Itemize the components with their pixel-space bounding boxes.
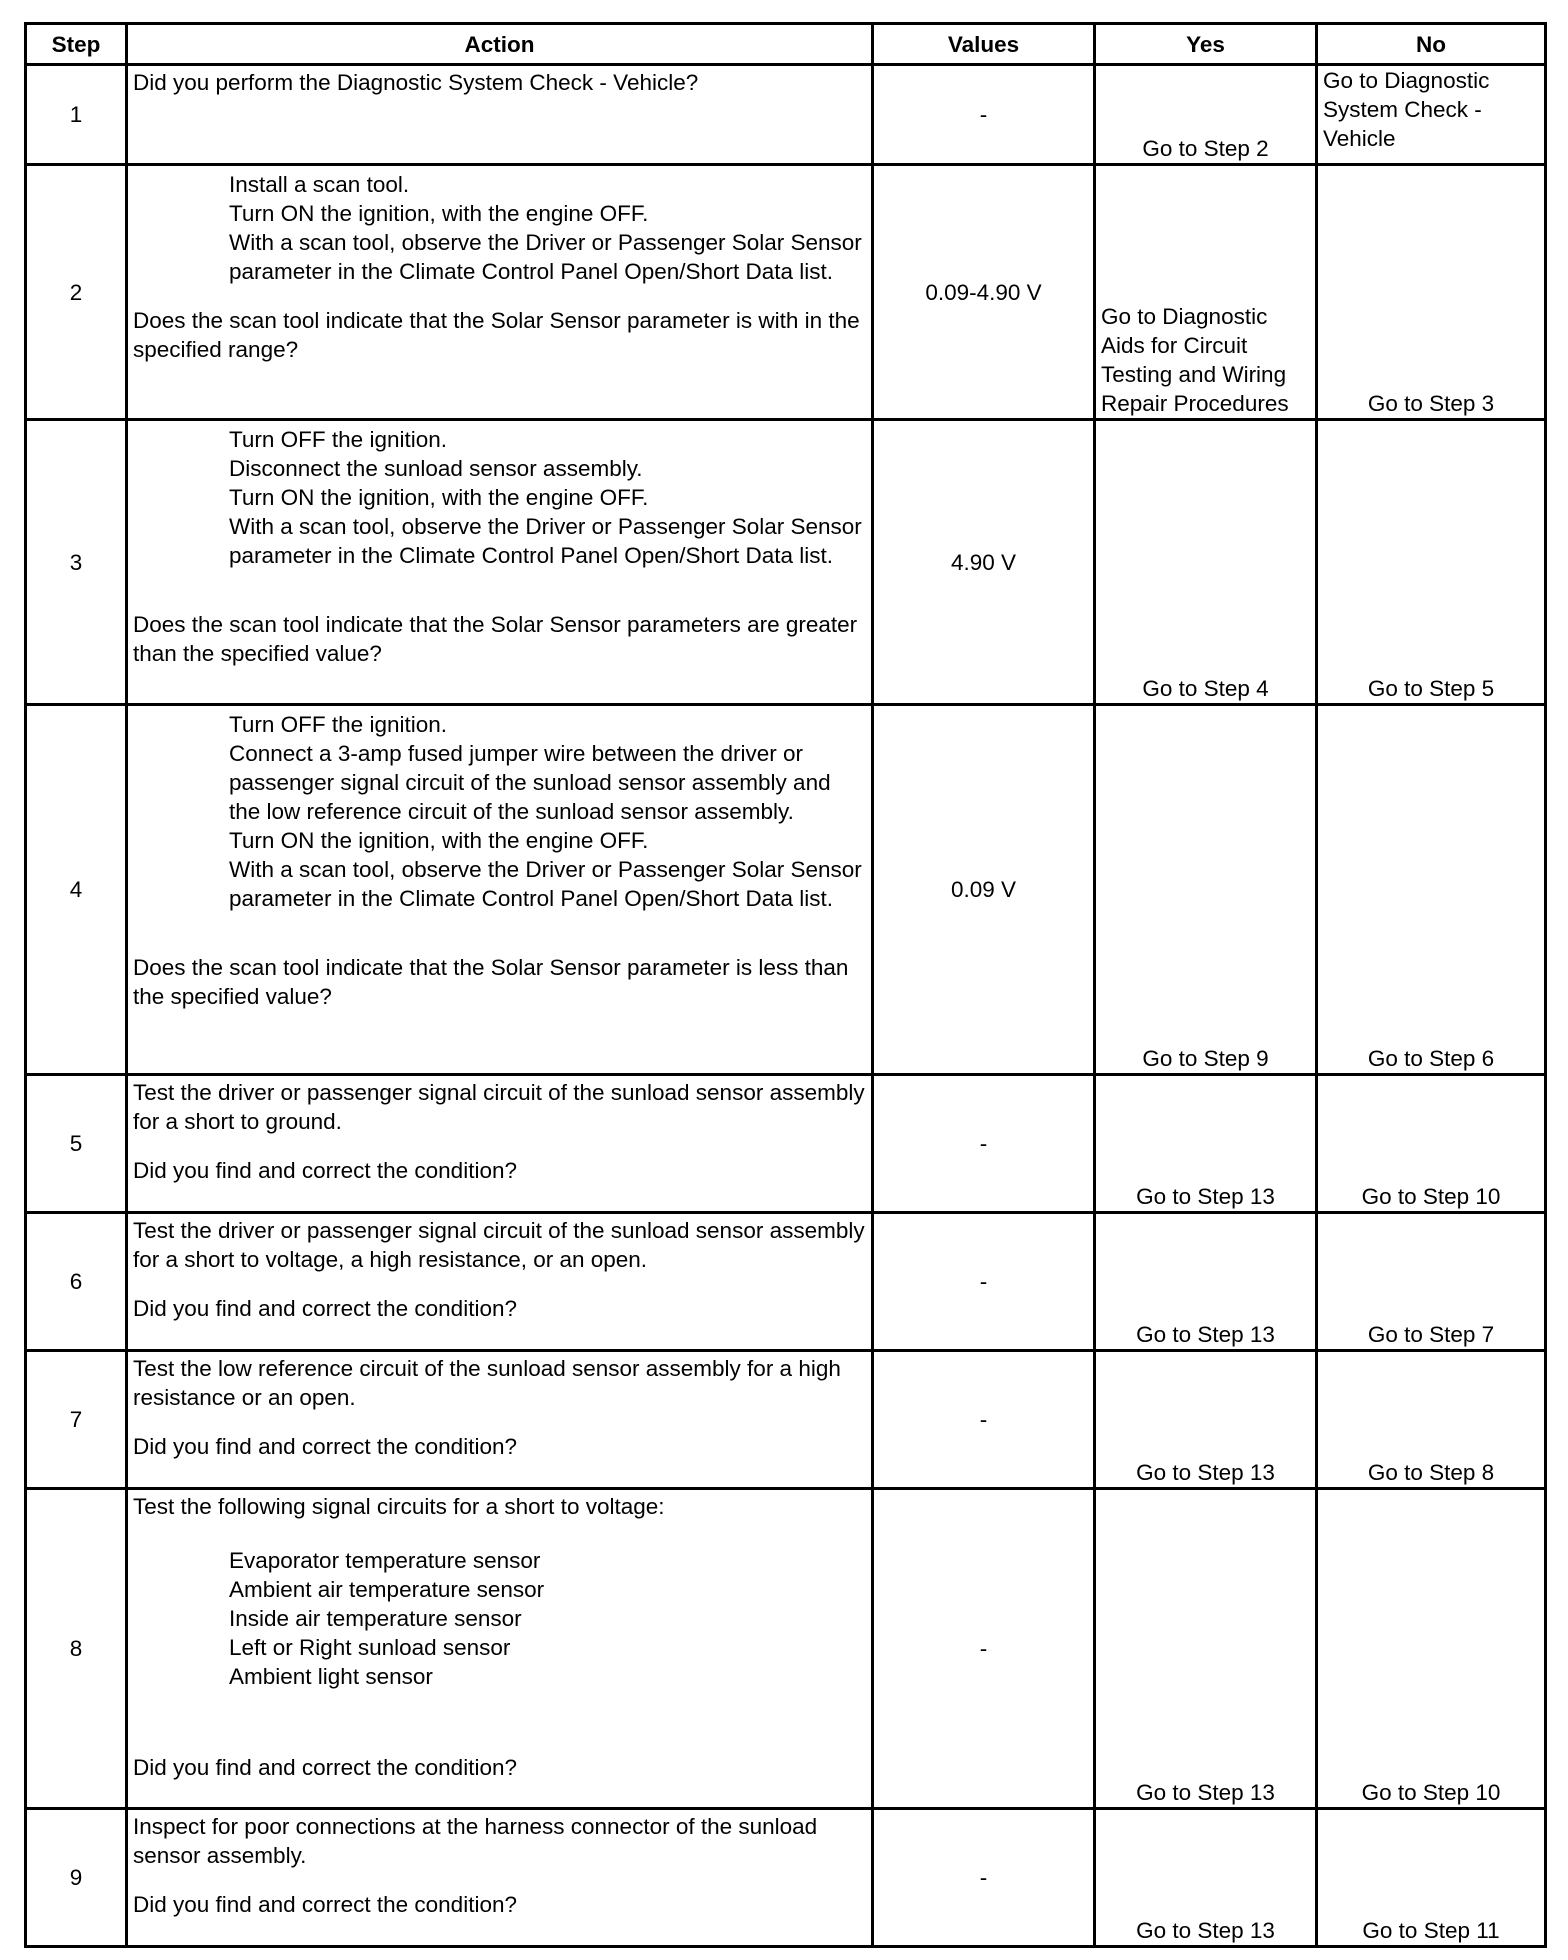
action-cell [127, 1489, 873, 1809]
action-step: Inside air temperature sensor [229, 1606, 522, 1631]
no-cell: Go to Step 10 [1317, 1075, 1546, 1213]
no-cell: Go to Step 10 [1317, 1489, 1546, 1809]
step-number: 5 [26, 1075, 127, 1213]
action-cell [127, 420, 873, 705]
action-step: Ambient air temperature sensor [229, 1577, 545, 1602]
action-step: With a scan tool, observe the Driver or Passenger Solar Sensor parameter in the Climate Control Panel Open/Short Data list. [229, 857, 869, 911]
yes-cell: Go to Step 13 [1095, 1809, 1317, 1947]
action-step: Connect a 3-amp fused jumper wire between the driver or passenger signal circuit of the sunload sensor assembly and the low reference circuit of the sunload sensor assembly. [229, 741, 837, 824]
action-question: Did you find and correct the condition? [133, 1892, 517, 1917]
action-cell [127, 705, 873, 1075]
value-cell: - [873, 1489, 1095, 1809]
action-text: Test the following signal circuits for a short to voltage: [133, 1494, 665, 1519]
action-question: Does the scan tool indicate that the Solar Sensor parameters are greater than the specified value? [133, 612, 858, 666]
value-cell: - [873, 1351, 1095, 1489]
action-cell [127, 1213, 873, 1351]
table-row [26, 1213, 1546, 1351]
no-cell: Go to Step 11 [1317, 1809, 1546, 1947]
action-step: Install a scan tool. [229, 172, 410, 197]
no-cell: Go to Step 8 [1317, 1351, 1546, 1489]
action-question: Did you find and correct the condition? [133, 1158, 517, 1183]
action-step: Evaporator temperature sensor [229, 1548, 541, 1573]
action-step: Ambient light sensor [229, 1664, 433, 1689]
action-steps [229, 1546, 866, 1691]
action-cell [127, 1809, 873, 1947]
yes-cell: Go to Step 2 [1095, 65, 1317, 165]
value-cell: - [873, 1213, 1095, 1351]
action-step: Turn OFF the ignition. [229, 712, 448, 737]
yes-cell: Go to Step 13 [1095, 1489, 1317, 1809]
action-step: With a scan tool, observe the Driver or Passenger Solar Sensor parameter in the Climate Control Panel Open/Short Data list. [229, 230, 869, 284]
value-cell: - [873, 1809, 1095, 1947]
table-row [26, 65, 1546, 165]
yes-cell: Go to Step 13 [1095, 1075, 1317, 1213]
diagnostic-table [24, 22, 1547, 1948]
yes-cell: Go to Step 9 [1095, 705, 1317, 1075]
action-cell [127, 165, 873, 420]
action-question: Did you find and correct the condition? [133, 1296, 517, 1321]
table-row [26, 705, 1546, 1075]
header-no: No [1317, 24, 1546, 65]
yes-cell: Go to Step 4 [1095, 420, 1317, 705]
action-steps [229, 710, 869, 913]
step-number: 4 [26, 705, 127, 1075]
action-cell [127, 1351, 873, 1489]
value-cell: - [873, 1075, 1095, 1213]
step-number: 1 [26, 65, 127, 165]
action-step: Turn OFF the ignition. [229, 427, 448, 452]
action-question: Did you find and correct the condition? [133, 1434, 517, 1459]
action-text: Inspect for poor connections at the harness connector of the sunload sensor assembly. [133, 1814, 818, 1868]
step-number: 2 [26, 165, 127, 420]
header-row [26, 24, 1546, 65]
action-text: Test the driver or passenger signal circuit of the sunload sensor assembly for a short to voltage, a high resistance, or an open. [133, 1218, 865, 1272]
header-values: Values [873, 24, 1095, 65]
table-row [26, 1809, 1546, 1947]
table-row [26, 165, 1546, 420]
table-row [26, 1351, 1546, 1489]
step-number: 7 [26, 1351, 127, 1489]
action-step: Turn ON the ignition, with the engine OFF. [229, 485, 649, 510]
table-row [26, 420, 1546, 705]
action-question: Does the scan tool indicate that the Solar Sensor parameter is with in the specified range? [133, 308, 860, 362]
value-cell: - [873, 65, 1095, 165]
action-question: Did you find and correct the condition? [133, 1755, 517, 1780]
header-yes: Yes [1095, 24, 1317, 65]
action-step: Left or Right sunload sensor [229, 1635, 511, 1660]
value-cell: 0.09 V [873, 705, 1095, 1075]
action-steps [229, 170, 869, 286]
table-row [26, 1489, 1546, 1809]
yes-cell: Go to Step 13 [1095, 1351, 1317, 1489]
action-step: Turn ON the ignition, with the engine OFF. [229, 201, 649, 226]
no-cell: Go to Diagnostic System Check - Vehicle [1317, 65, 1546, 165]
action-text: Test the driver or passenger signal circuit of the sunload sensor assembly for a short to ground. [133, 1080, 865, 1134]
yes-cell: Go to Step 13 [1095, 1213, 1317, 1351]
action-text: Test the low reference circuit of the sunload sensor assembly for a high resistance or an open. [133, 1356, 841, 1410]
header-step: Step [26, 24, 127, 65]
action-text: Did you perform the Diagnostic System Check - Vehicle? [133, 70, 699, 95]
no-cell: Go to Step 3 [1317, 165, 1546, 420]
value-cell: 0.09-4.90 V [873, 165, 1095, 420]
step-number: 6 [26, 1213, 127, 1351]
no-cell: Go to Step 6 [1317, 705, 1546, 1075]
step-number: 3 [26, 420, 127, 705]
action-question: Does the scan tool indicate that the Solar Sensor parameter is less than the specified value? [133, 955, 849, 1009]
header-action: Action [127, 24, 873, 65]
table-row [26, 1075, 1546, 1213]
no-cell: Go to Step 7 [1317, 1213, 1546, 1351]
step-number: 8 [26, 1489, 127, 1809]
step-number: 9 [26, 1809, 127, 1947]
action-steps [229, 425, 869, 570]
value-cell: 4.90 V [873, 420, 1095, 705]
action-step: Disconnect the sunload sensor assembly. [229, 456, 643, 481]
yes-cell: Go to Diagnostic Aids for Circuit Testing and Wiring Repair Procedures [1095, 165, 1317, 420]
action-cell [127, 65, 873, 165]
action-step: With a scan tool, observe the Driver or Passenger Solar Sensor parameter in the Climate Control Panel Open/Short Data list. [229, 514, 869, 568]
no-cell: Go to Step 5 [1317, 420, 1546, 705]
action-step: Turn ON the ignition, with the engine OFF. [229, 828, 649, 853]
action-cell [127, 1075, 873, 1213]
